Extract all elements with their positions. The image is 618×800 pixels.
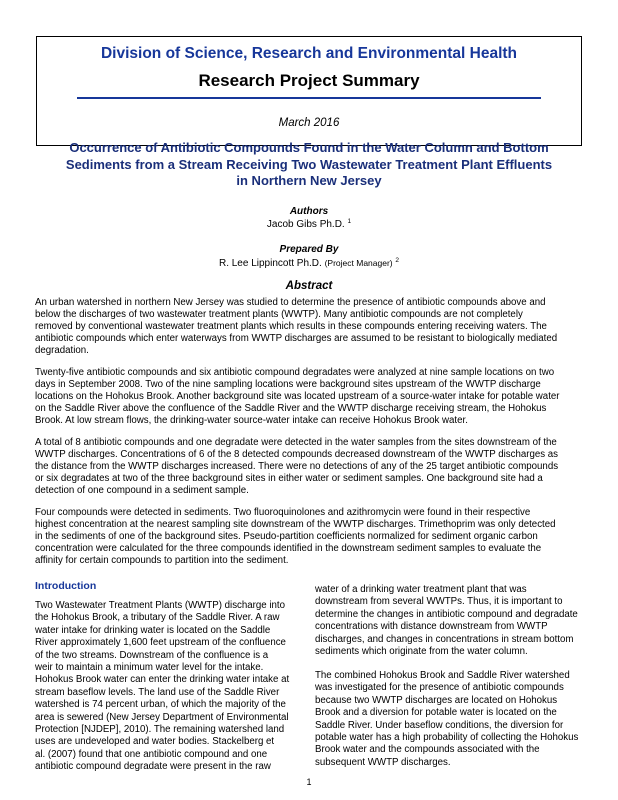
abstract-paragraph-3 — [35, 437, 587, 497]
text-line: watershed is 74 percent urban, of which the majority of the — [35, 699, 286, 711]
title-line: Sediments from a Stream Receiving Two Wastewater Treatment Plant Effluents — [65, 156, 553, 172]
text-line: concentrations with distance downstream from WWTP — [315, 621, 548, 633]
preparer-name: R. Lee Lippincott Ph.D. — [218, 258, 322, 269]
author-name-text: Jacob Gibs Ph.D. — [266, 219, 345, 230]
preparer — [0, 257, 618, 269]
text-line: discharges, and changes in concentrations in stream bottom — [315, 633, 574, 645]
abstract-paragraph-4 — [35, 507, 587, 567]
text-line: A total of 8 antibiotic compounds and one degradate were detected in the water samples from the sites downstream of the — [35, 437, 557, 448]
text-line: water of a drinking water treatment plant that was — [315, 584, 527, 595]
text-line: because two WWTP discharges are located on Hohokus — [315, 694, 558, 706]
text-line: Twenty-five antibiotic compounds and six antibiotic compound degradates were analyzed at nine sample locations on two — [35, 367, 555, 378]
header-divider — [77, 97, 541, 99]
text-line: below the discharges of two wastewater treatment plants (WWTP). Many antibiotic compounds are not completely — [35, 309, 523, 320]
preparer-role: (Project Manager) — [324, 258, 393, 268]
text-line: or six degradates at two of the three background sites in either water or sediment samples. One background site had a — [35, 473, 543, 484]
text-line: the distance from the WWTP discharges increased. There were no detections of any of the 25 target antibiotic compounds — [35, 461, 559, 472]
text-line: the Hohokus Brook, a tributary of the Saddle River. A raw — [35, 612, 280, 624]
document-type: Research Project Summary — [198, 71, 420, 90]
authors-label: Authors — [289, 206, 329, 217]
text-line: Four compounds were detected in sediments. Two fluoroquinolones and azithromycin were found in their respective — [35, 507, 531, 518]
text-line: uses are undeveloped and water bodies. Stackelberg et — [35, 736, 275, 748]
intro-right-column-para-1 — [315, 584, 590, 658]
intro-right-column-para-2 — [315, 670, 590, 769]
text-line: al. (2007) found that one antibiotic compound and one — [35, 748, 268, 760]
title-line: Occurrence of Antibiotic Compounds Found in the Water Column and Bottom — [69, 140, 549, 155]
text-line: Saddle River. Under baseflow conditions, the diversion for — [315, 719, 564, 731]
text-line: The combined Hohokus Brook and Saddle River watershed — [315, 670, 570, 681]
text-line: River approximately 1,600 feet upstream of the confluence — [35, 637, 286, 649]
prepared-by-label: Prepared By — [279, 244, 339, 255]
text-line: weir to maintain a minimum water level for the intake. — [35, 662, 264, 674]
text-line: antibiotic compounds which enter waterways from WWTP discharges are assumed to be resistant to biologically mediated — [35, 333, 558, 344]
header-box — [36, 36, 582, 146]
text-line: Brook and a diversion for potable water is located on the — [315, 707, 557, 719]
text-line: Brook water and the compounds associated with the — [315, 744, 540, 756]
text-line: subsequent WWTP discharges. — [315, 756, 451, 768]
text-line: locations on the Hohokus Brook. Another background site was located upstream of a source-water intake for potable water — [35, 391, 560, 402]
abstract-paragraph-2 — [35, 367, 587, 427]
text-line: on the Saddle River above the confluence of the Saddle River and the WWTP discharge receiving stream, the Hohokus — [35, 403, 547, 414]
text-line: highest concentration at the nearest sampling site downstream of the WWTP discharges. Trimethoprim was only detected — [35, 519, 556, 530]
text-line: degradation. — [35, 345, 89, 356]
organization-name: Division of Science, Research and Environmental Health — [100, 45, 518, 62]
page-number: 1 — [306, 777, 312, 787]
text-line: concentration were calculated for the three compounds identified in the downstream sediment samples to evaluate the — [35, 543, 542, 554]
intro-left-column — [35, 600, 305, 774]
author-name — [0, 218, 618, 230]
text-line: Two Wastewater Treatment Plants (WWTP) discharge into — [35, 600, 285, 611]
text-line: antibiotic compound degradate were present in the raw — [35, 761, 271, 773]
text-line: days in September 2008. Two of the nine sampling locations were background sites upstream of the WWTP discharge — [35, 379, 541, 390]
title-line: in Northern New Jersey — [236, 173, 382, 188]
publication-date: March 2016 — [278, 117, 340, 129]
text-line: Brook. At low stream flows, the drinking-water source-water intake can receive Hohokus Brook water. — [35, 415, 468, 426]
report-title — [40, 140, 578, 190]
text-line: determine the changes in antibiotic compound and degradate — [315, 608, 578, 620]
text-line: in the sediments of one of the background sites. Pseudo-partition coefficients normalized for sediment organic carbon — [35, 531, 538, 542]
text-line: affinity for certain compounds to partition into the sediment. — [35, 555, 289, 566]
text-line: sediments which originate from the water column. — [315, 646, 528, 658]
introduction-heading: Introduction — [35, 580, 97, 592]
text-line: was investigated for the presence of antibiotic compounds — [315, 682, 564, 694]
text-line: area is sewered (New Jersey Department of Environmental — [35, 711, 289, 723]
preparer-superscript: 2 — [395, 257, 400, 264]
text-line: An urban watershed in northern New Jersey was studied to determine the presence of antibiotic compounds above and — [35, 297, 546, 308]
text-line: Protection [NJDEP], 2010). The remaining watershed land — [35, 724, 285, 736]
text-line: stream baseflow levels. The land use of the Saddle River — [35, 686, 280, 698]
text-line: removed by conventional wastewater treatment plants which results in these compounds entering receiving waters. The — [35, 321, 547, 332]
abstract-heading: Abstract — [285, 280, 333, 292]
text-line: downstream from several WWTPs. Thus, it is important to — [315, 596, 563, 608]
text-line: of the two streams. Downstream of the confluence is a — [35, 649, 269, 661]
text-line: WWTP discharges. Concentrations of 6 of the 8 detected compounds decreased downstream of the WWTP discharges as — [35, 449, 559, 460]
author-superscript: 1 — [347, 218, 352, 225]
text-line: detection of one compound in a sediment sample. — [35, 485, 249, 496]
text-line: Hohokus Brook water can enter the drinking water intake at — [35, 674, 290, 686]
text-line: potable water has a high probability of collecting the Hohokus — [315, 732, 579, 744]
text-line: water intake for drinking water is located on the Saddle — [35, 624, 271, 636]
abstract-paragraph-1 — [35, 297, 587, 357]
